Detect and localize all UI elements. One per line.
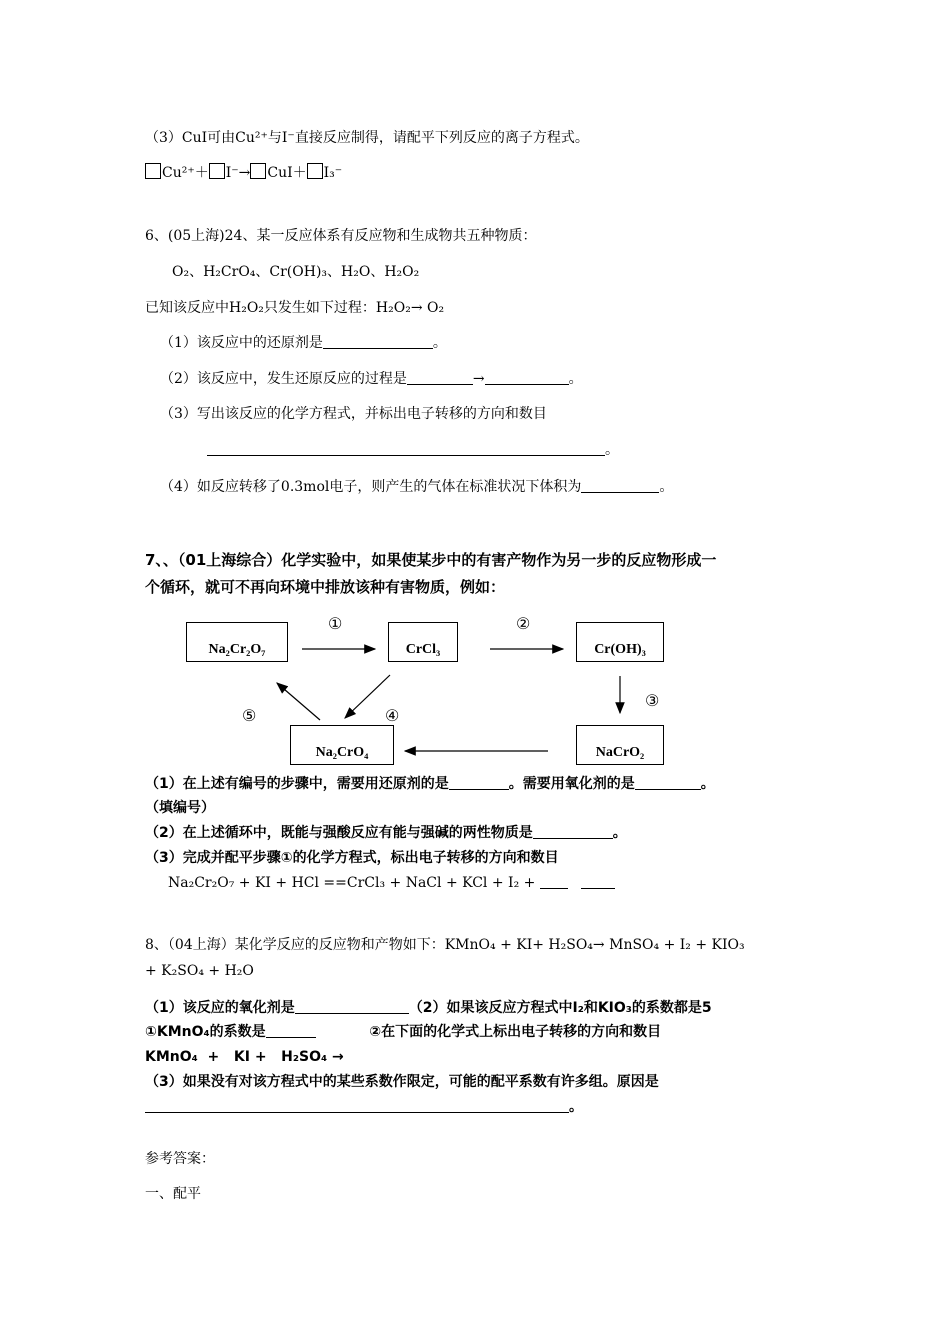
node-croh3: Cr(OH)₃ — [576, 622, 664, 662]
answer-blank[interactable] — [145, 1098, 569, 1113]
answer-blank[interactable] — [295, 999, 409, 1014]
q6-part1-text: （1）该反应中的还原剂是 — [160, 335, 323, 351]
q6-title: 6、(05上海)24、某一反应体系有反应物和生成物共五种物质： — [145, 228, 537, 244]
node-na2cro4: Na₂CrO₄ — [290, 725, 394, 765]
q7-part1-text: （1）在上述有编号的步骤中，需要用还原剂的是 — [145, 776, 449, 792]
q5-3-prompt: （3）CuI可由Cu²⁺与I⁻直接反应制得，请配平下列反应的离子方程式。 — [145, 130, 589, 146]
q6-known: 已知该反应中H₂O₂只发生如下过程：H₂O₂→ O₂ — [145, 300, 445, 316]
eq-cui: CuI＋ — [267, 165, 307, 181]
q8-equation: KMnO₄ + KI + H₂SO₄ → — [145, 1049, 344, 1065]
step-label-5: ⑤ — [242, 706, 257, 725]
node-nacro2: NaCrO₂ — [576, 725, 664, 765]
answer-blank[interactable] — [635, 775, 701, 790]
arrow-step5 — [277, 683, 320, 720]
q8-part3: （3）如果没有对该方程式中的某些系数作限定，可能的配平系数有许多组。原因是 — [145, 1074, 659, 1090]
q8-part2-sub — [145, 1022, 661, 1042]
answer-blank[interactable] — [540, 874, 568, 889]
q6-part4-text: （4）如反应转移了0.3mol电子，则产生的气体在标准状况下体积为 — [160, 479, 582, 495]
q8-part1-2 — [145, 998, 712, 1018]
q7-part3: （3）完成并配平步骤①的化学方程式，标出电子转移的方向和数目 — [145, 850, 559, 866]
node-crcl3: CrCl₃ — [388, 622, 458, 662]
eq-i: I⁻→ — [225, 165, 251, 181]
punct: 。 — [605, 442, 619, 458]
arrow: → — [472, 371, 485, 387]
punct: 。 — [569, 1099, 583, 1115]
eq-cu: Cu²⁺＋ — [162, 165, 209, 181]
punct: 。 — [568, 371, 583, 387]
answer-blank[interactable] — [449, 775, 509, 790]
step-label-3: ③ — [645, 691, 660, 710]
answer-blank[interactable] — [533, 824, 613, 839]
q8-part2-text: （2）如果该反应方程式中I₂和KIO₃的系数都是5 — [408, 1000, 712, 1016]
q7-part2 — [145, 823, 627, 843]
punct: 。 — [659, 479, 674, 495]
step-label-2: ② — [516, 614, 531, 633]
punct: 。 — [700, 776, 715, 792]
arrow-step4 — [345, 675, 390, 718]
q8-part1-text: （1）该反应的氧化剂是 — [145, 1000, 295, 1016]
q7-title-line2: 个循环，就可不再向环境中排放该种有害物质，例如： — [145, 578, 506, 596]
q6-part2-text: （2）该反应中，发生还原反应的过程是 — [160, 371, 407, 387]
answer-blank[interactable] — [266, 1023, 316, 1038]
step-label-4: ④ — [385, 706, 400, 725]
q7-part1-mid: 。需要用氧化剂的是 — [508, 776, 635, 792]
eq-i3: I₃⁻ — [323, 165, 343, 181]
answers-section: 一、配平 — [145, 1186, 201, 1202]
q8-part2a-text: ①KMnO₄的系数是 — [145, 1024, 266, 1040]
q7-part1-cont: （填编号） — [145, 800, 215, 816]
q7-equation — [168, 873, 615, 893]
step-label-1: ① — [328, 614, 343, 633]
q8-part2b-text: ②在下面的化学式上标出电子转移的方向和数目 — [369, 1024, 662, 1040]
q8-part3-answer — [145, 1097, 583, 1117]
node-na2cr2o7: Na₂Cr₂O₇ — [186, 622, 288, 662]
punct: 。 — [432, 335, 447, 351]
q7-part1 — [145, 774, 715, 794]
q7-part2-text: （2）在上述循环中，既能与强酸反应有能与强碱的两性物质是 — [145, 825, 533, 841]
q7-title-line1: 7、、（01上海综合）化学实验中，如果使某步中的有害产物作为另一步的反应物形成一 — [145, 551, 717, 569]
q8-title-line2: + K₂SO₄ + H₂O — [145, 963, 254, 979]
q6-substances: O₂、H₂CrO₄、Cr(OH)₃、H₂O、H₂O₂ — [172, 264, 420, 280]
answers-title: 参考答案： — [145, 1151, 215, 1167]
q8-title-line1: 8、（04上海）某化学反应的反应物和产物如下：KMnO₄ + KI+ H₂SO₄→ MnSO₄ + I₂ + KIO₃ — [145, 937, 745, 953]
q7-equation-text: Na₂Cr₂O₇ + KI + HCl ==CrCl₃ + NaCl + KCl + I₂ + — [168, 875, 536, 891]
answer-blank[interactable] — [581, 874, 615, 889]
punct: 。 — [612, 825, 627, 841]
q6-part3: （3）写出该反应的化学方程式，并标出电子转移的方向和数目 — [160, 406, 547, 422]
